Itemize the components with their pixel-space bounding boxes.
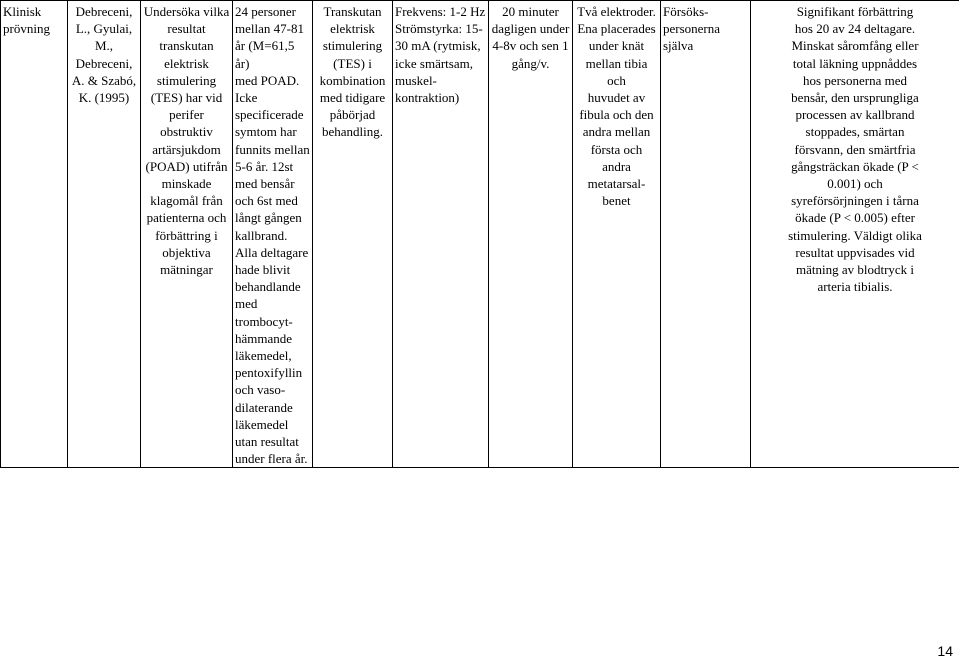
- cell-results: [751, 1, 959, 468]
- cell-study-type: [1, 1, 68, 468]
- frequency-text: 20 minuter dagligen under 4-8v och sen 1 gång/v.: [491, 4, 570, 71]
- cell-performer: [661, 1, 751, 468]
- intervention-text: Transkutan elektrisk stimulering (TES) i kombination med tidigare påbörjad behandling.: [319, 4, 386, 140]
- aim-text: Undersöka vilka resultat transkutan elektrisk stimulering (TES) har vid perifer obstruktiv artärsjukdom (POAD) utifrån minskade klagomål från patienterna och förbättring i objektiva mätningar: [143, 4, 230, 278]
- cell-authors: [68, 1, 141, 468]
- results-text: Signifikant förbättring hos 20 av 24 deltagare. Minskat såromfång eller total läkning uppnåddes hos personerna med bensår, den ursprungliga processen av kallbrand stoppades, smärtan försvann, den smärtfria gångsträckan ökade (P < 0.001) och syreförsörjningen i tårna ökade (P < 0.005) efter stimulering. Väldigt olika resultat uppvisades vid mätning av blodtryck i arteria tibialis.: [788, 4, 922, 295]
- cell-frequency: [489, 1, 573, 468]
- cell-electrodes: [573, 1, 661, 468]
- authors-text: Debreceni, L., Gyulai, M., Debreceni, A. & Szabó, K. (1995): [71, 4, 137, 106]
- study-type-text: Klinisk prövning: [3, 4, 50, 37]
- cell-aim: [141, 1, 233, 468]
- table-row: [1, 1, 959, 468]
- performer-text: Försöks- personerna själva: [663, 4, 721, 54]
- cell-participants: [233, 1, 313, 468]
- parameters-text: Frekvens: 1-2 Hz Strömstyrka: 15- 30 mA (rytmisk, icke smärtsam, muskel- kontraktion): [395, 4, 486, 106]
- participants-text: 24 personer mellan 47-81 år (M=61,5 år) med POAD. Icke specificerade symtom har funnits mellan 5-6 år. 12st med bensår och 6st med långt gången kallbrand. Alla deltagare hade blivit behandlande med trombocyt- hämmande läkemedel, pentoxifyllin och vaso- dilaterande läkemedel utan resultat under flera år.: [235, 4, 310, 467]
- electrodes-text: Två elektroder. Ena placerades under knät mellan tibia och huvudet av fibula och den andra mellan första och andra metatarsal- benet: [577, 4, 656, 209]
- cell-parameters: [393, 1, 489, 468]
- cell-intervention: [313, 1, 393, 468]
- page-number: 14: [937, 643, 953, 659]
